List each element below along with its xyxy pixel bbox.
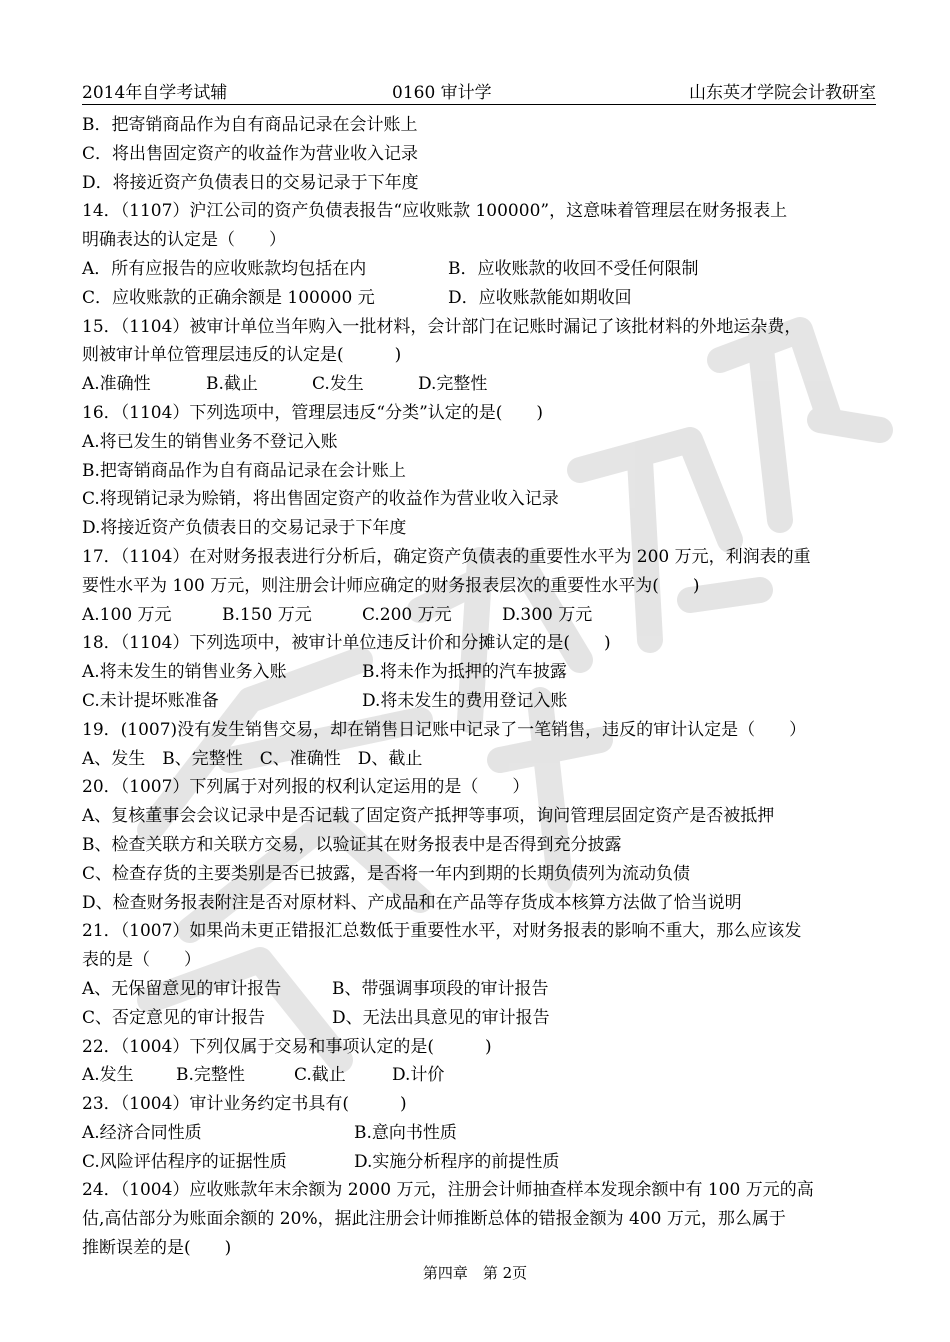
option-row	[82, 601, 878, 630]
question-16	[82, 399, 878, 428]
option-c: C.风险评估程序的证据性质	[82, 1151, 287, 1172]
text-segment: 估,高估部分为账面余额的 20%，据此注册会计师推断总体的错报金额为 400 万元，那么属于	[82, 1209, 786, 1230]
option-b: B.完整性	[176, 1065, 245, 1086]
text-segment: D．将接近资产负债表日的交易记录于下年度	[82, 172, 419, 193]
option-row	[82, 284, 878, 313]
text-segment: 22．（1004）下列仅属于交易和事项认定的是( )	[82, 1036, 492, 1057]
header-right: 山东英才学院会计教研室	[689, 83, 876, 103]
text-line	[82, 428, 878, 457]
text-segment: 14．（1107）沪江公司的资产负债表报告“应收账款 100000”，这意味着管理层在财务报表上	[82, 201, 788, 222]
option-d: D.计价	[392, 1065, 445, 1086]
header-center: 0160 审计学	[392, 83, 492, 103]
option-b: B、检查关联方和关联方交易，以验证其在财务报表中是否得到充分披露	[82, 834, 622, 855]
question-14	[82, 197, 878, 226]
question-15	[82, 313, 878, 342]
text-line	[82, 485, 878, 514]
question-20	[82, 773, 878, 802]
option-a: A、无保留意见的审计报告	[82, 978, 282, 999]
text-segment: 21．（1007）如果尚未更正错报汇总数低于重要性水平，对财务报表的影响不重大，那么应该发	[82, 921, 802, 942]
text-line	[82, 514, 878, 543]
question-19	[82, 716, 878, 745]
question-24	[82, 1176, 878, 1205]
option-row	[82, 860, 878, 889]
text-line	[82, 1234, 878, 1263]
option-c: C．应收账款的正确余额是 100000 元	[82, 287, 375, 308]
option-a: A．所有应报告的应收账款均包括在内	[82, 258, 367, 279]
option-row	[82, 255, 878, 284]
option-row	[82, 370, 878, 399]
text-segment: 17．（1104）在对财务报表进行分析后，确定资产负债表的重要性水平为 200 万元，利润表的重	[82, 546, 811, 567]
text-segment: 要性水平为 100 万元，则注册会计师应确定的财务报表层次的重要性水平为( )	[82, 575, 700, 596]
page-footer: 第四章 第 2页	[422, 1264, 528, 1282]
text-line	[82, 946, 878, 975]
text-segment: B.把寄销商品作为自有商品记录在会计账上	[82, 460, 406, 481]
option-row	[82, 687, 878, 716]
text-segment: 18．（1104）下列选项中，被审计单位违反计价和分摊认定的是( )	[82, 633, 611, 654]
option-b: B.将未作为抵押的汽车披露	[362, 662, 567, 683]
question-17	[82, 543, 878, 572]
option-row	[82, 889, 878, 918]
option-c: C.200 万元	[362, 604, 452, 625]
text-line	[82, 457, 878, 486]
option-a: A.将未发生的销售业务入账	[82, 662, 287, 683]
page-header	[82, 78, 876, 104]
text-segment: 16．（1104）下列选项中，管理层违反“分类”认定的是( )	[82, 402, 544, 423]
text-line	[82, 140, 878, 169]
option-c: C、否定意见的审计报告	[82, 1007, 266, 1028]
text-segment: 19．(1007)没有发生销售交易，却在销售日记账中记录了一笔销售，违反的审计认定是（ ）	[82, 719, 807, 740]
text-segment: 则被审计单位管理层违反的认定是( )	[82, 345, 402, 366]
text-segment: 推断误差的是( )	[82, 1238, 232, 1259]
question-21	[82, 917, 878, 946]
option-d: D、无法出具意见的审计报告	[332, 1007, 550, 1028]
text-segment: 20．（1007）下列属于对列报的权利认定运用的是（ ）	[82, 777, 530, 798]
question-body	[82, 111, 878, 1263]
option-d: D.将未发生的费用登记入账	[362, 690, 568, 711]
option-row	[82, 1004, 878, 1033]
option-a: A.准确性	[82, 374, 151, 395]
text-segment: 24．（1004）应收账款年末余额为 2000 万元，注册会计师抽查样本发现余额中有 100 万元的高	[82, 1180, 814, 1201]
option-row	[82, 1119, 878, 1148]
text-line	[82, 111, 878, 140]
option-c: C.未计提坏账准备	[82, 690, 219, 711]
option-d: D．应收账款能如期收回	[448, 287, 632, 308]
option-c: C.截止	[294, 1065, 346, 1086]
header-left: 2014年自学考试辅	[82, 83, 228, 103]
option-b: B、带强调事项段的审计报告	[332, 978, 549, 999]
text-segment: 表的是（ ）	[82, 950, 201, 971]
option-b: B.150 万元	[222, 604, 312, 625]
option-row	[82, 745, 878, 774]
option-d: D、检查财务报表附注是否对原材料、产成品和在产品等存货成本核算方法做了恰当说明	[82, 892, 742, 913]
text-segment: C.将现销记录为赊销，将出售固定资产的收益作为营业收入记录	[82, 489, 559, 510]
option-row	[82, 831, 878, 860]
text-segment: 23．（1004）审计业务约定书具有( )	[82, 1094, 407, 1115]
option-row	[82, 658, 878, 687]
option-row	[82, 802, 878, 831]
header-rule	[82, 104, 876, 105]
text-line	[82, 341, 878, 370]
question-23	[82, 1090, 878, 1119]
text-line	[82, 169, 878, 198]
text-line	[82, 1205, 878, 1234]
option-c: C、检查存货的主要类别是否已披露，是否将一年内到期的长期负债列为流动负债	[82, 863, 691, 884]
option-a: A、复核董事会会议记录中是否记载了固定资产抵押等事项，询问管理层固定资产是否被抵押	[82, 806, 775, 827]
text-segment: A.将已发生的销售业务不登记入账	[82, 431, 338, 452]
text-segment: D.将接近资产负债表日的交易记录于下年度	[82, 518, 407, 539]
text-segment: B．把寄销商品作为自有商品记录在会计账上	[82, 115, 418, 135]
text-line	[82, 572, 878, 601]
option-a: A.经济合同性质	[82, 1122, 202, 1143]
option-row	[82, 1148, 878, 1177]
options-inline: A、发生 B、完整性 C、准确性 D、截止	[82, 748, 423, 769]
option-row	[82, 975, 878, 1004]
option-d: D.实施分析程序的前提性质	[354, 1151, 560, 1172]
option-a: A.发生	[82, 1065, 134, 1086]
text-segment: 明确表达的认定是（ ）	[82, 230, 286, 251]
option-d: D.300 万元	[502, 604, 593, 625]
text-line	[82, 226, 878, 255]
option-c: C.发生	[312, 374, 364, 395]
text-segment: 15．（1104）被审计单位当年购入一批材料，会计部门在记账时漏记了该批材料的外地运杂费，	[82, 316, 802, 337]
option-a: A.100 万元	[82, 604, 172, 625]
question-22	[82, 1033, 878, 1062]
text-segment: C．将出售固定资产的收益作为营业收入记录	[82, 143, 419, 164]
option-row	[82, 1061, 878, 1090]
question-18	[82, 629, 878, 658]
option-b: B．应收账款的收回不受任何限制	[448, 258, 699, 279]
option-b: B.意向书性质	[354, 1122, 457, 1143]
option-d: D.完整性	[418, 374, 488, 395]
option-b: B.截止	[206, 374, 258, 395]
